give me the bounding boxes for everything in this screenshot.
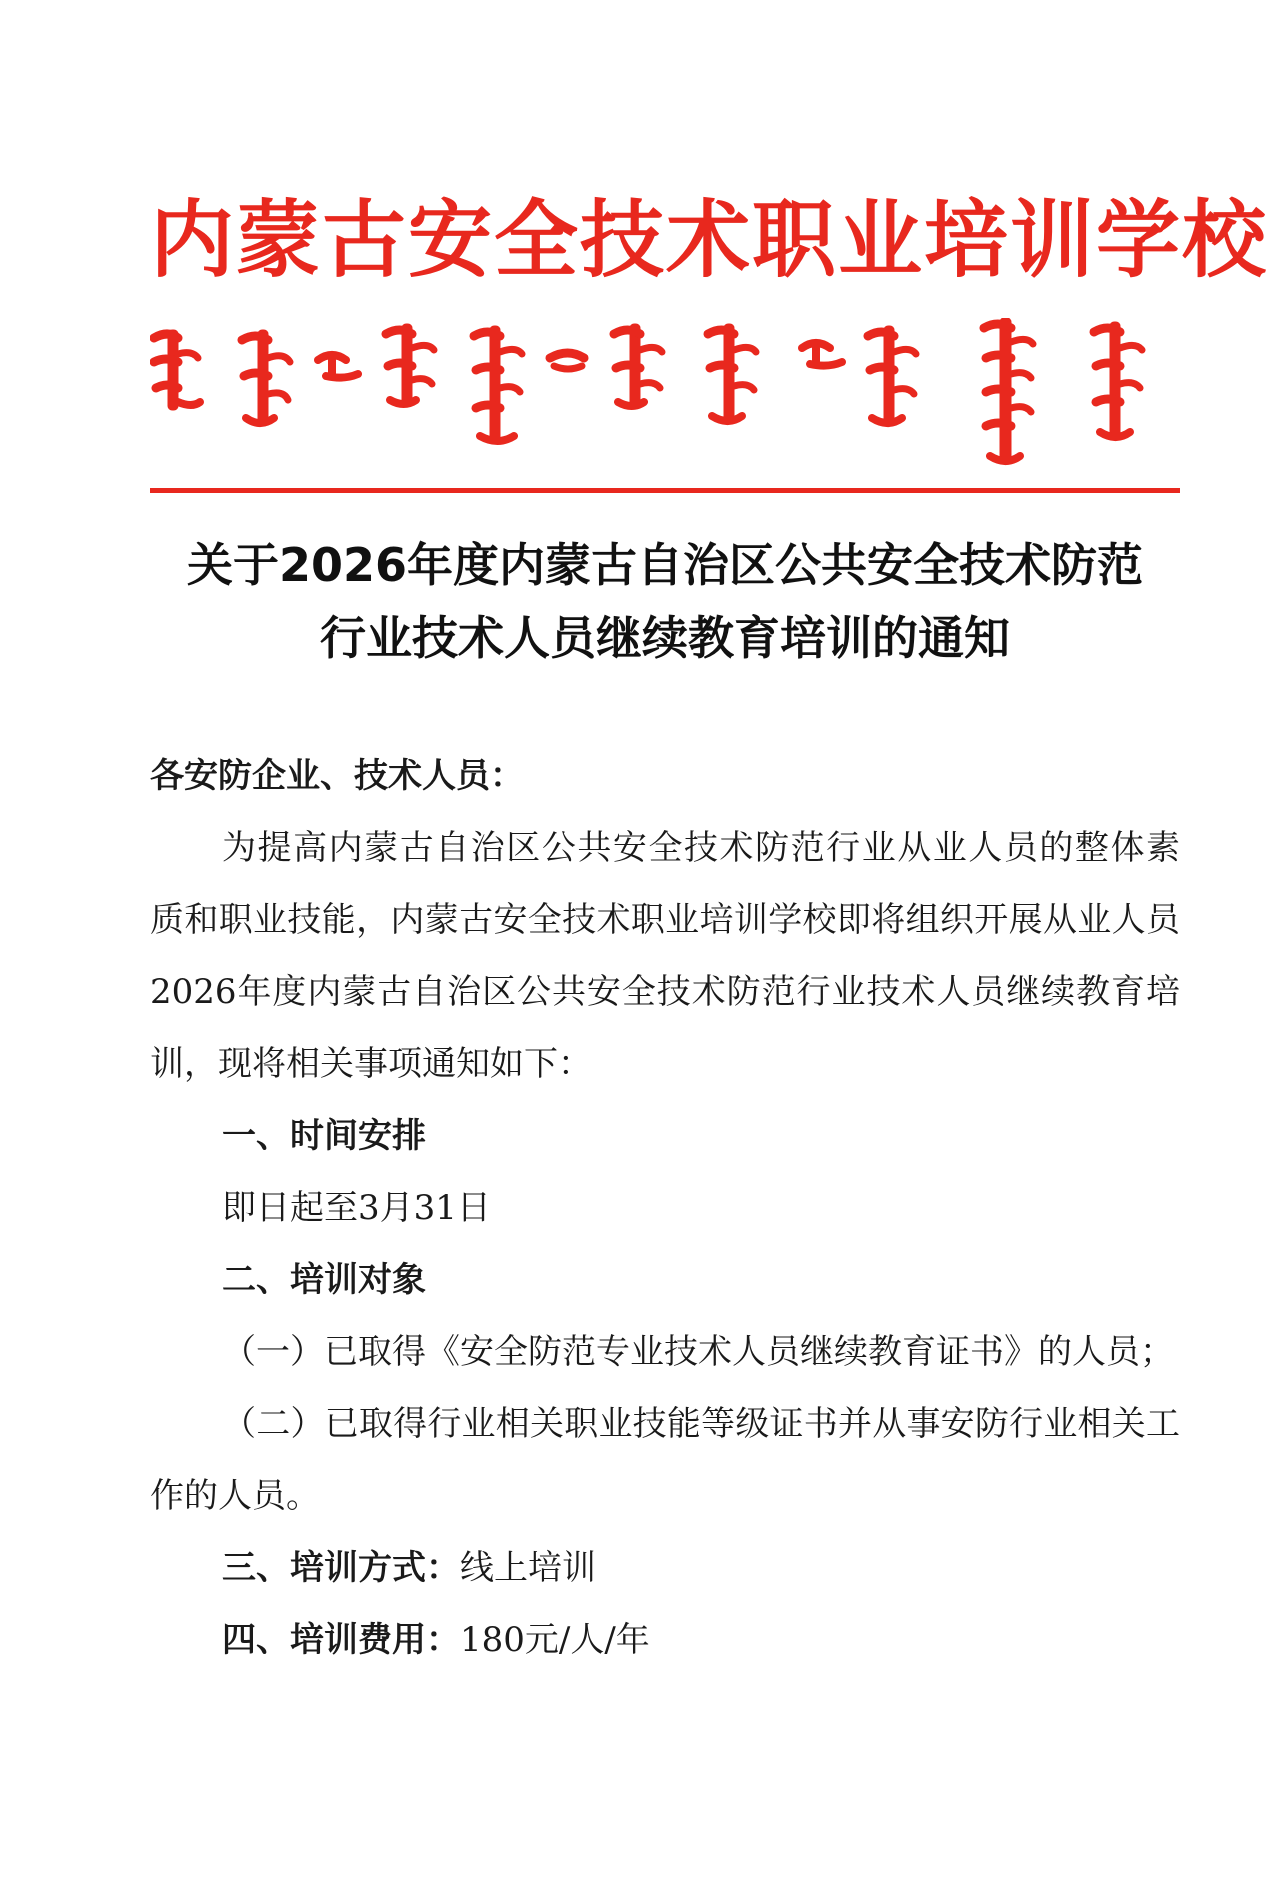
section-fee bbox=[222, 1604, 1180, 1676]
notice-title-line-2: 行业技术人员继续教育培训的通知 bbox=[320, 611, 1010, 665]
mongolian-word-1 bbox=[154, 330, 200, 410]
intro-line-3: 2026年度内蒙古自治区公共安全技术防范行业技术人员继续教育培 bbox=[150, 972, 1180, 1012]
mongolian-word-4 bbox=[386, 324, 434, 406]
intro-line-2: 质和职业技能，内蒙古安全技术职业培训学校即将组织开展从业人员 bbox=[150, 900, 1180, 940]
mongolian-word-5 bbox=[474, 326, 522, 444]
mongolian-word-2 bbox=[242, 330, 290, 426]
mongolian-word-7 bbox=[614, 324, 662, 408]
section-target-item-1: （一）已取得《安全防范专业技术人员继续教育证书》的人员； bbox=[222, 1332, 1174, 1372]
section-fee-heading: 四、培训费用： bbox=[222, 1620, 460, 1660]
section-target-item-2-line-2: 作的人员。 bbox=[150, 1476, 320, 1516]
section-time-content: 即日起至3月31日 bbox=[222, 1188, 491, 1228]
section-method-heading: 三、培训方式： bbox=[222, 1548, 460, 1588]
org-name-header: 内蒙古安全技术职业培训学校 bbox=[150, 191, 1269, 289]
section-target-item-2-line-1: （二）已取得行业相关职业技能等级证书并从事安防行业相关工 bbox=[222, 1404, 1180, 1444]
section-method-content: 线上培训 bbox=[460, 1548, 596, 1588]
mongolian-word-9 bbox=[802, 343, 842, 366]
section-target-heading: 二、培训对象 bbox=[222, 1260, 426, 1300]
mongolian-word-3 bbox=[318, 355, 358, 378]
intro-line-4: 训，现将相关事项通知如下： bbox=[150, 1044, 592, 1084]
intro-line-1: 为提高内蒙古自治区公共安全技术防范行业从业人员的整体素 bbox=[222, 828, 1180, 868]
mongolian-word-8 bbox=[708, 324, 756, 424]
mongolian-word-10 bbox=[868, 326, 916, 426]
mongolian-word-12 bbox=[1094, 322, 1142, 440]
section-method bbox=[222, 1532, 1180, 1604]
salutation: 各安防企业、技术人员： bbox=[150, 756, 524, 796]
mongolian-word-6 bbox=[550, 353, 584, 369]
mongolian-script-logo bbox=[150, 318, 1180, 468]
section-time-heading: 一、时间安排 bbox=[222, 1116, 426, 1156]
notice-title-line-1: 关于2026年度内蒙古自治区公共安全技术防范 bbox=[186, 538, 1144, 592]
mongolian-word-11 bbox=[984, 318, 1033, 464]
letterhead-divider bbox=[150, 488, 1180, 493]
section-fee-content: 180元/人/年 bbox=[460, 1620, 650, 1660]
